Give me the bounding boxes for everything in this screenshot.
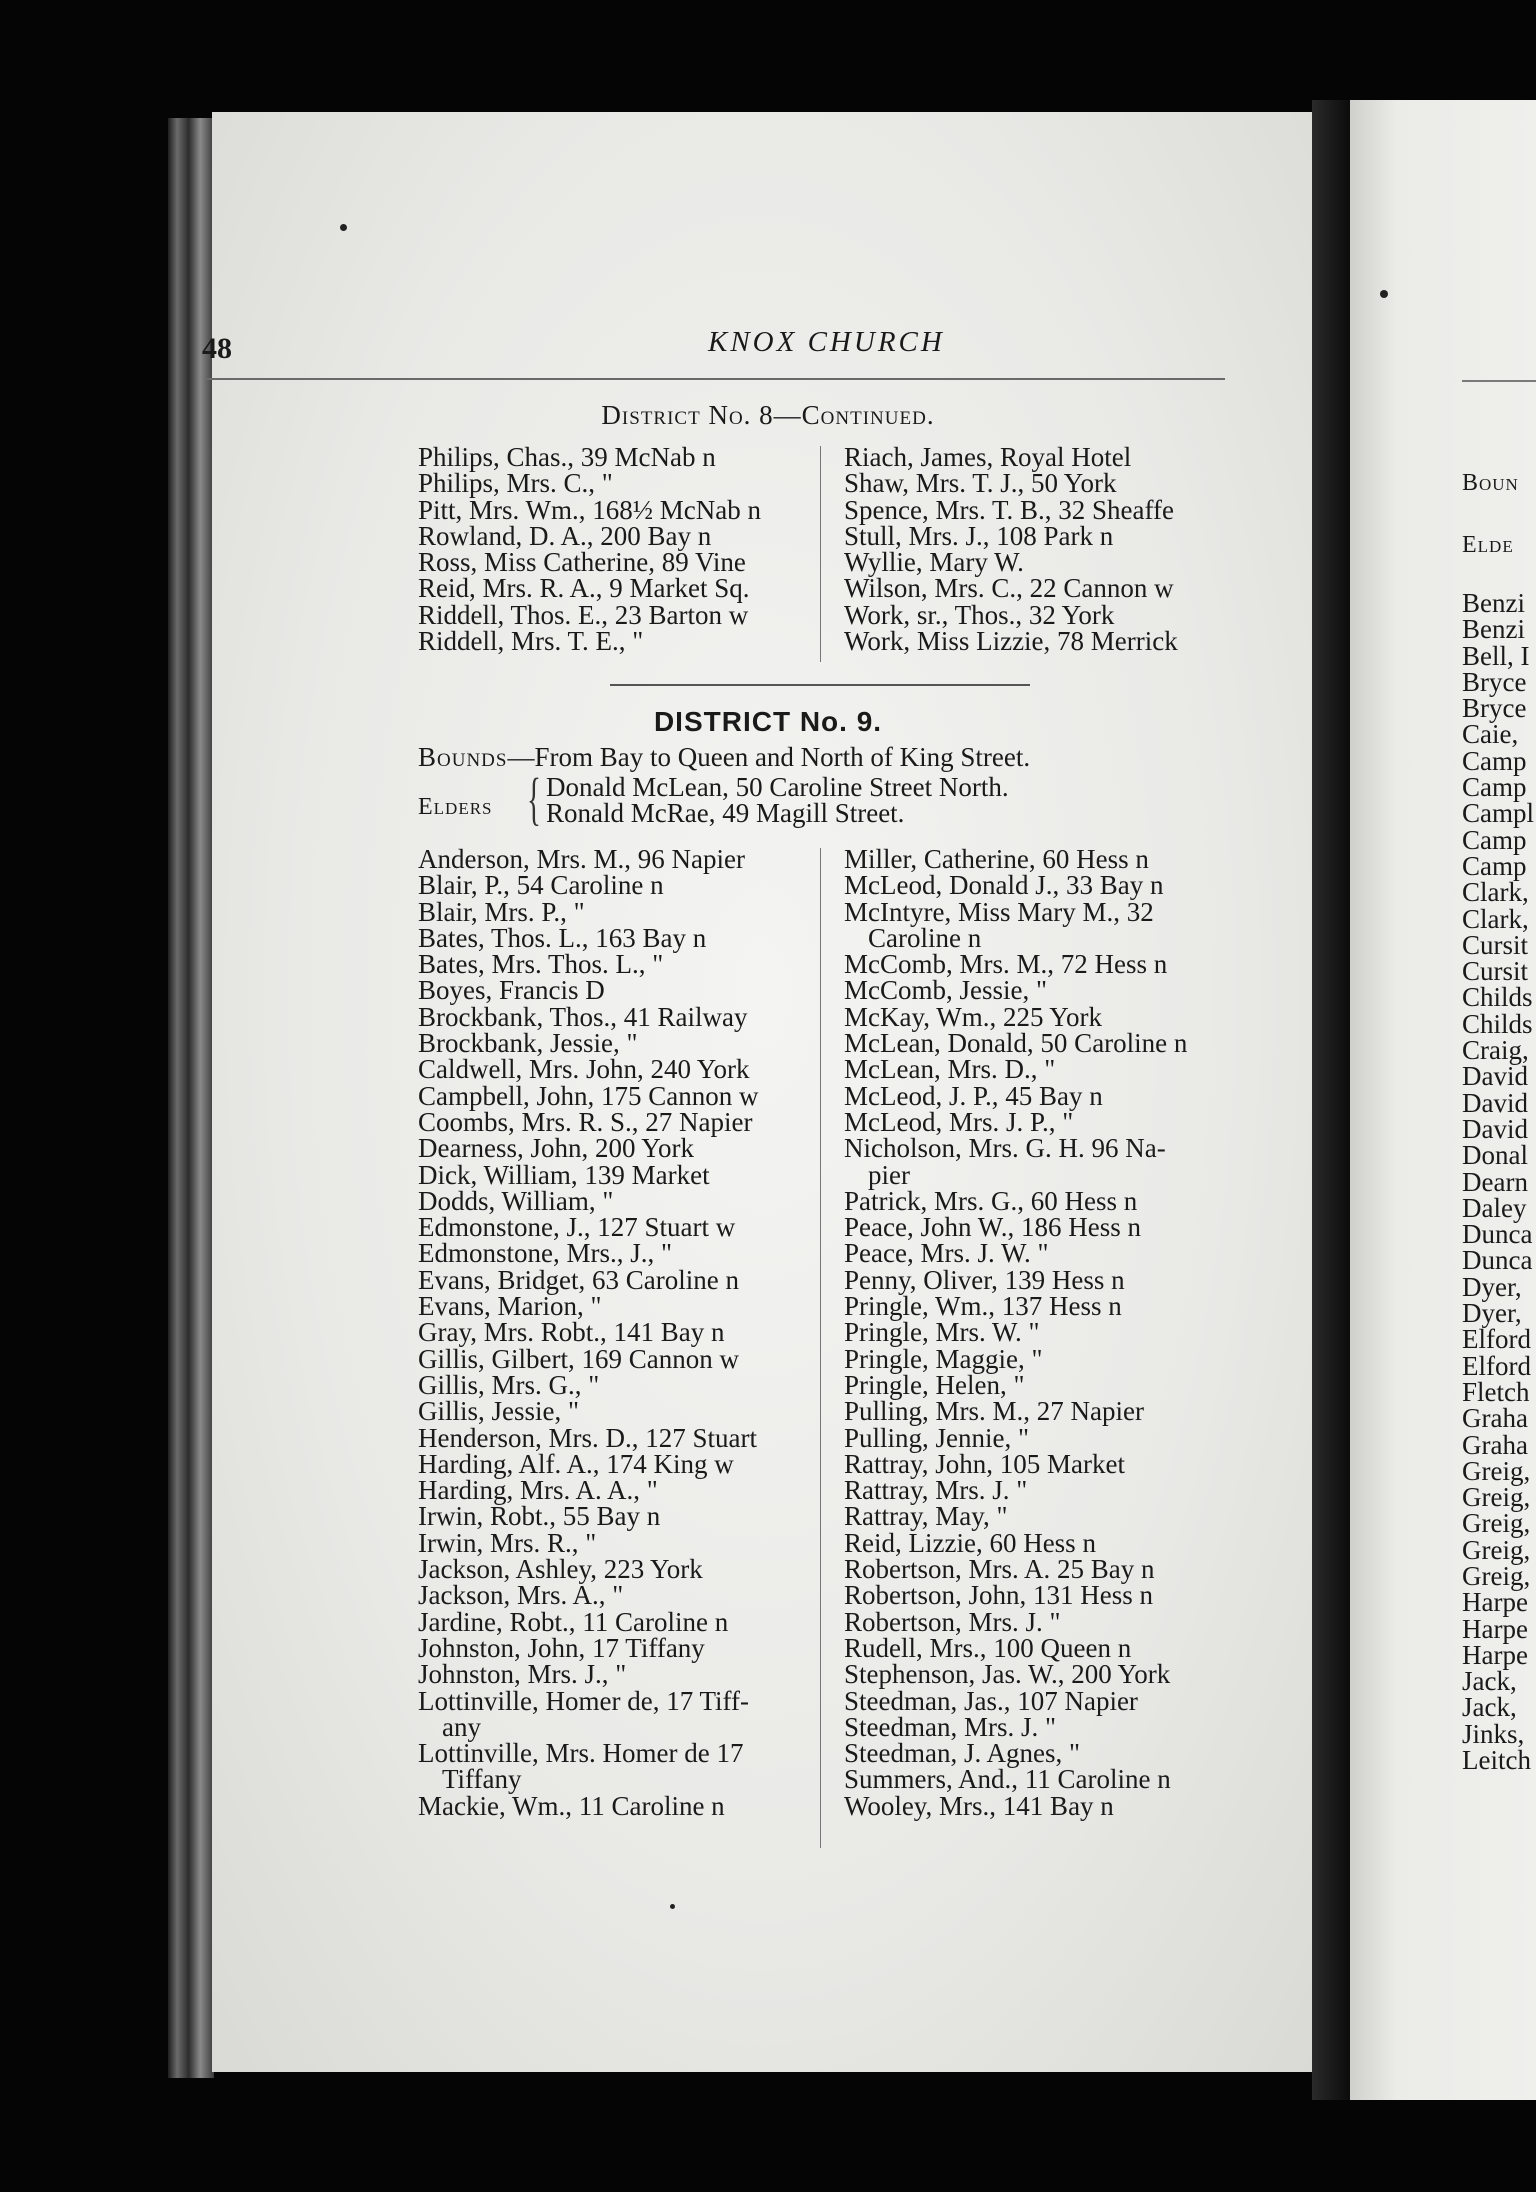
next-page-entry-fragment: Greig, — [1462, 1560, 1531, 1591]
directory-entry: Rattray, Mrs. J. " — [844, 1475, 1028, 1506]
next-page-entry-fragment: Dunca — [1462, 1245, 1533, 1276]
directory-entry: Coombs, Mrs. R. S., 27 Napier — [418, 1106, 753, 1137]
directory-entry: Brockbank, Thos., 41 Railway — [418, 1001, 748, 1032]
next-page-entry-fragment: Dyer, — [1462, 1298, 1522, 1329]
directory-entry: Rattray, John, 105 Market — [844, 1448, 1125, 1479]
directory-entry: Wilson, Mrs. C., 22 Cannon w — [844, 573, 1174, 604]
directory-entry: Jardine, Robt., 11 Caroline n — [418, 1606, 729, 1637]
directory-entry: McLeod, Mrs. J. P., " — [844, 1106, 1074, 1137]
district-9-bounds — [418, 742, 1030, 773]
elder-entry: Donald McLean, 50 Caroline Street North. — [546, 772, 1009, 802]
directory-entry: Bates, Thos. L., 163 Bay n — [418, 922, 707, 953]
directory-entry: Spence, Mrs. T. B., 32 Sheaffe — [844, 494, 1174, 525]
directory-entry: Pitt, Mrs. Wm., 168½ McNab n — [418, 494, 761, 525]
next-page-entry-fragment: Benzi — [1462, 614, 1525, 645]
next-page-entry-fragment: Donal — [1462, 1140, 1528, 1171]
running-title: KNOX CHURCH — [708, 326, 945, 358]
district-9-right-column — [844, 846, 1187, 1819]
directory-entry: Summers, And., 11 Caroline n — [844, 1764, 1171, 1795]
next-page-entry-fragment: Clark, — [1462, 903, 1529, 934]
directory-entry: Steedman, J. Agnes, " — [844, 1738, 1080, 1769]
directory-entry: Jackson, Mrs. A., " — [418, 1580, 624, 1611]
next-page-entry-fragment: Jack, — [1462, 1692, 1517, 1723]
directory-entry: Philips, Chas., 39 McNab n — [418, 442, 716, 472]
district-9-left-column — [418, 846, 758, 1819]
directory-entry: Miller, Catherine, 60 Hess n — [844, 844, 1149, 874]
directory-entry: pier — [868, 1159, 910, 1190]
directory-entry: Tiffany — [442, 1764, 522, 1795]
next-page-entry-fragment: Bryce — [1462, 666, 1527, 697]
elders-label: Elders — [418, 794, 493, 820]
next-page-entry-fragment: Camp — [1462, 824, 1527, 855]
directory-entry: Edmonstone, Mrs., J., " — [418, 1238, 673, 1269]
next-page-entry-fragment: Clark, — [1462, 877, 1529, 908]
directory-entry: McComb, Jessie, " — [844, 975, 1048, 1006]
next-page-entry-fragment: David — [1462, 1113, 1528, 1144]
directory-entry: any — [442, 1711, 481, 1742]
next-page-entry-fragment: Camp — [1462, 745, 1527, 776]
directory-entry: Johnston, Mrs. J., " — [418, 1659, 627, 1690]
directory-entry: Dearness, John, 200 York — [418, 1133, 694, 1164]
directory-entry: Dick, William, 139 Market — [418, 1159, 710, 1190]
directory-entry: Blair, Mrs. P., " — [418, 896, 585, 927]
next-page-entry-fragment: Greig, — [1462, 1534, 1531, 1565]
directory-entry: Gray, Mrs. Robt., 141 Bay n — [418, 1317, 725, 1348]
directory-entry: Harding, Alf. A., 174 King w — [418, 1448, 734, 1479]
next-page-entry-fragment: Daley — [1462, 1192, 1527, 1223]
directory-entry: Caldwell, Mrs. John, 240 York — [418, 1054, 750, 1085]
directory-entry: Lottinville, Homer de, 17 Tiff- — [418, 1685, 749, 1716]
directory-entry: Pulling, Jennie, " — [844, 1422, 1030, 1453]
next-page-entry-fragment: Dearn — [1462, 1166, 1528, 1197]
next-page-entry-fragment: Campl — [1462, 798, 1534, 829]
directory-entry: Gillis, Mrs. G., " — [418, 1369, 600, 1400]
directory-entry: Shaw, Mrs. T. J., 50 York — [844, 468, 1117, 499]
next-page-entry-fragment: Greig, — [1462, 1455, 1531, 1486]
directory-entry: Lottinville, Mrs. Homer de 17 — [418, 1738, 744, 1769]
next-page-entry-fragment: Fletch — [1462, 1376, 1530, 1407]
district-9-column-divider — [820, 848, 821, 1848]
directory-entry: Riddell, Mrs. T. E., " — [418, 626, 644, 657]
directory-entry: Ross, Miss Catherine, 89 Vine — [418, 547, 746, 578]
directory-entry: Rattray, May, " — [844, 1501, 1008, 1532]
directory-entry: Irwin, Robt., 55 Bay n — [418, 1501, 661, 1532]
directory-entry: Mackie, Wm., 11 Caroline n — [418, 1790, 725, 1821]
directory-entry: Pringle, Mrs. W. " — [844, 1317, 1040, 1348]
directory-entry: Penny, Oliver, 139 Hess n — [844, 1264, 1125, 1295]
next-page-entry-fragment: Jack, — [1462, 1666, 1517, 1697]
directory-entry: Harding, Mrs. A. A., " — [418, 1475, 658, 1506]
directory-entry: McKay, Wm., 225 York — [844, 1001, 1103, 1032]
directory-entry: Reid, Mrs. R. A., 9 Market Sq. — [418, 573, 750, 604]
next-page-entry-fragment: Jinks, — [1462, 1718, 1525, 1749]
next-page-entry-fragment: Camp — [1462, 850, 1527, 881]
next-page-entry-fragment: Cursit — [1462, 956, 1529, 987]
directory-entry: Pringle, Maggie, " — [844, 1343, 1043, 1374]
next-page-entry-fragment: Childs — [1462, 982, 1533, 1013]
next-page-entry-fragment: Graha — [1462, 1403, 1528, 1434]
next-page-entry-fragment: Dyer, — [1462, 1271, 1522, 1302]
directory-entry: Riach, James, Royal Hotel — [844, 442, 1132, 472]
directory-entry: Campbell, John, 175 Cannon w — [418, 1080, 759, 1111]
next-page-entry-fragment: Cursit — [1462, 929, 1529, 960]
directory-entry: Nicholson, Mrs. G. H. 96 Na- — [844, 1133, 1166, 1164]
elder-entry: Ronald McRae, 49 Magill Street. — [546, 798, 905, 828]
next-page-entry-fragment: Elford — [1462, 1324, 1531, 1355]
next-page-entry-fragment: Elford — [1462, 1350, 1531, 1381]
dust-speck — [340, 224, 347, 231]
next-page-entry-fragment: Harpe — [1462, 1587, 1528, 1618]
directory-entry: Reid, Lizzie, 60 Hess n — [844, 1527, 1096, 1558]
next-page-entry-fragment: David — [1462, 1087, 1528, 1118]
directory-entry: Evans, Bridget, 63 Caroline n — [418, 1264, 739, 1295]
directory-entry: Brockbank, Jessie, " — [418, 1028, 638, 1059]
directory-entry: Jackson, Ashley, 223 York — [418, 1554, 703, 1585]
directory-entry: Pringle, Helen, " — [844, 1369, 1025, 1400]
directory-entry: Gillis, Gilbert, 169 Cannon w — [418, 1343, 739, 1374]
next-page-entry-fragment: Bryce — [1462, 693, 1527, 724]
next-page-bounds-fragment: Boun — [1462, 470, 1519, 496]
directory-entry: Work, Miss Lizzie, 78 Merrick — [844, 626, 1178, 657]
header-rule — [205, 378, 1225, 380]
directory-entry: Peace, John W., 186 Hess n — [844, 1212, 1141, 1243]
directory-entry: Henderson, Mrs. D., 127 Stuart — [418, 1422, 757, 1453]
bounds-text: —From Bay to Queen and North of King Street. — [507, 742, 1031, 772]
directory-entry: Steedman, Jas., 107 Napier — [844, 1685, 1138, 1716]
next-page-entry-fragment: Greig, — [1462, 1508, 1531, 1539]
district-8-left-column — [418, 442, 761, 657]
directory-entry: Pringle, Wm., 137 Hess n — [844, 1291, 1122, 1322]
directory-entry: Evans, Marion, " — [418, 1291, 602, 1322]
directory-entry: Wyllie, Mary W. — [844, 547, 1024, 578]
directory-entry: Pulling, Mrs. M., 27 Napier — [844, 1396, 1144, 1427]
directory-entry: Boyes, Francis D — [418, 975, 605, 1006]
next-page-header-rule — [1462, 380, 1536, 382]
next-page-entry-fragment: Harpe — [1462, 1613, 1528, 1644]
directory-entry: Irwin, Mrs. R., " — [418, 1527, 597, 1558]
directory-entry: Work, sr., Thos., 32 York — [844, 599, 1115, 630]
directory-entry: Robertson, Mrs. J. " — [844, 1606, 1061, 1637]
directory-entry: Wooley, Mrs., 141 Bay n — [844, 1790, 1114, 1821]
directory-entry: McLean, Donald, 50 Caroline n — [844, 1028, 1188, 1059]
directory-entry: Robertson, John, 131 Hess n — [844, 1580, 1153, 1611]
district-8-column-divider — [820, 446, 821, 662]
elders-list — [546, 774, 1009, 826]
directory-entry: Anderson, Mrs. M., 96 Napier — [418, 844, 745, 874]
directory-entry: Philips, Mrs. C., " — [418, 468, 613, 499]
directory-entry: Patrick, Mrs. G., 60 Hess n — [844, 1185, 1138, 1216]
directory-entry: Steedman, Mrs. J. " — [844, 1711, 1057, 1742]
bounds-label: Bounds — [418, 742, 508, 772]
next-page-name-list — [1462, 588, 1534, 1776]
next-page-elders-fragment: Elde — [1462, 532, 1514, 558]
next-page-entry-fragment: Bell, I — [1462, 640, 1530, 671]
next-page-entry-fragment: Graha — [1462, 1429, 1528, 1460]
directory-entry: Stephenson, Jas. W., 200 York — [844, 1659, 1171, 1690]
directory-entry: Rudell, Mrs., 100 Queen n — [844, 1632, 1132, 1663]
next-page-entry-fragment: Dunca — [1462, 1219, 1533, 1250]
district-8-continued-heading: District No. 8—Continued. — [601, 400, 935, 430]
directory-entry: Bates, Mrs. Thos. L., " — [418, 949, 664, 980]
directory-entry: McLean, Mrs. D., " — [844, 1054, 1056, 1085]
district-9-heading: DISTRICT No. 9. — [653, 706, 883, 737]
directory-entry: McComb, Mrs. M., 72 Hess n — [844, 949, 1168, 980]
directory-entry: Riddell, Thos. E., 23 Barton w — [418, 599, 749, 630]
directory-entry: Peace, Mrs. J. W. " — [844, 1238, 1049, 1269]
page-number: 48 — [202, 332, 232, 365]
next-page-entry-fragment: Childs — [1462, 1008, 1533, 1039]
directory-entry: Rowland, D. A., 200 Bay n — [418, 520, 712, 551]
directory-entry: Stull, Mrs. J., 108 Park n — [844, 520, 1114, 551]
directory-entry: Gillis, Jessie, " — [418, 1396, 580, 1427]
next-page-entry-fragment: Greig, — [1462, 1482, 1531, 1513]
next-page-entry-fragment: Benzi — [1462, 588, 1525, 618]
next-page-entry-fragment: Camp — [1462, 772, 1527, 803]
next-page-entry-fragment: Craig, — [1462, 1035, 1529, 1066]
section-divider-rule — [610, 684, 1030, 686]
dust-speck — [1380, 290, 1388, 298]
elders-brace: { — [527, 766, 541, 831]
directory-entry: McLeod, J. P., 45 Bay n — [844, 1080, 1103, 1111]
next-page-entry-fragment: David — [1462, 1061, 1528, 1092]
district-8-right-column — [844, 442, 1178, 657]
directory-entry: Edmonstone, J., 127 Stuart w — [418, 1212, 736, 1243]
directory-entry: Dodds, William, " — [418, 1185, 614, 1216]
directory-entry: Johnston, John, 17 Tiffany — [418, 1632, 705, 1663]
dust-speck — [670, 1904, 675, 1909]
directory-entry: Robertson, Mrs. A. 25 Bay n — [844, 1554, 1155, 1585]
next-page-entry-fragment: Leitch — [1462, 1745, 1531, 1776]
directory-entry: McLeod, Donald J., 33 Bay n — [844, 870, 1164, 901]
next-page-entry-fragment: Harpe — [1462, 1639, 1528, 1670]
directory-entry: Caroline n — [868, 922, 982, 953]
directory-entry: Blair, P., 54 Caroline n — [418, 870, 664, 901]
next-page-entry-fragment: Caie, — [1462, 719, 1519, 750]
directory-entry: McIntyre, Miss Mary M., 32 — [844, 896, 1154, 927]
